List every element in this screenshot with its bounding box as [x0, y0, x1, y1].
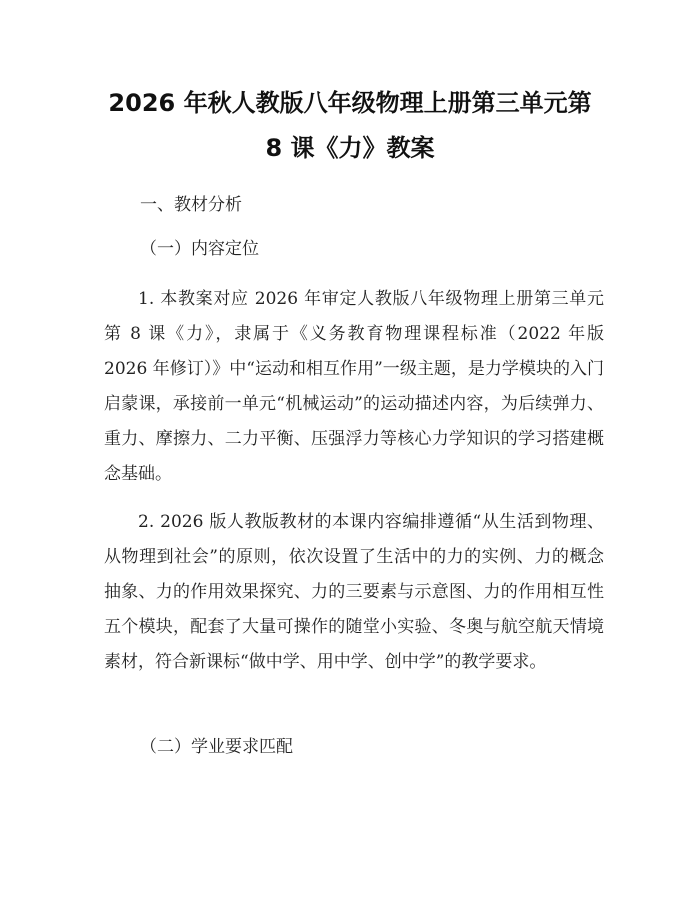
- paragraph-2: 2. 2026 版人教版教材的本课内容编排遵循“从生活到物理、从物理到社会”的原则，依次设置了生活中的力的实例、力的概念抽象、力的作用效果探究、力的三要素与示意图、力的作用相互性五个模块，配套了大量可操作的随堂小实验、冬奥与航空航天情境素材，符合新课标“做中学、用中学、创中学”的教学要求。: [104, 512, 604, 672]
- document-title-line-1: 2026 年秋人教版八年级物理上册第三单元第: [108, 89, 592, 117]
- paragraph-1: 1. 本教案对应 2026 年审定人教版八年级物理上册第三单元第 8 课《力》，隶属于《义务教育物理课程标准（2022 年版 2026 年修订）》中“运动和相互作用”一级主题，是力学模块的入门启蒙课，承接前一单元“机械运动”的运动描述内容，为后续弹力、重力、摩擦力、二力平衡、压强浮力等核心力学知识的学习搭建概念基础。: [104, 289, 604, 484]
- subsection-heading-academic-requirements: （二）学业要求匹配: [140, 737, 293, 757]
- document-title-line-2: 8 课《力》教案: [265, 134, 435, 162]
- section-heading-textbook-analysis: 一、教材分析: [140, 195, 242, 215]
- subsection-heading-content-positioning: （一）内容定位: [140, 239, 259, 259]
